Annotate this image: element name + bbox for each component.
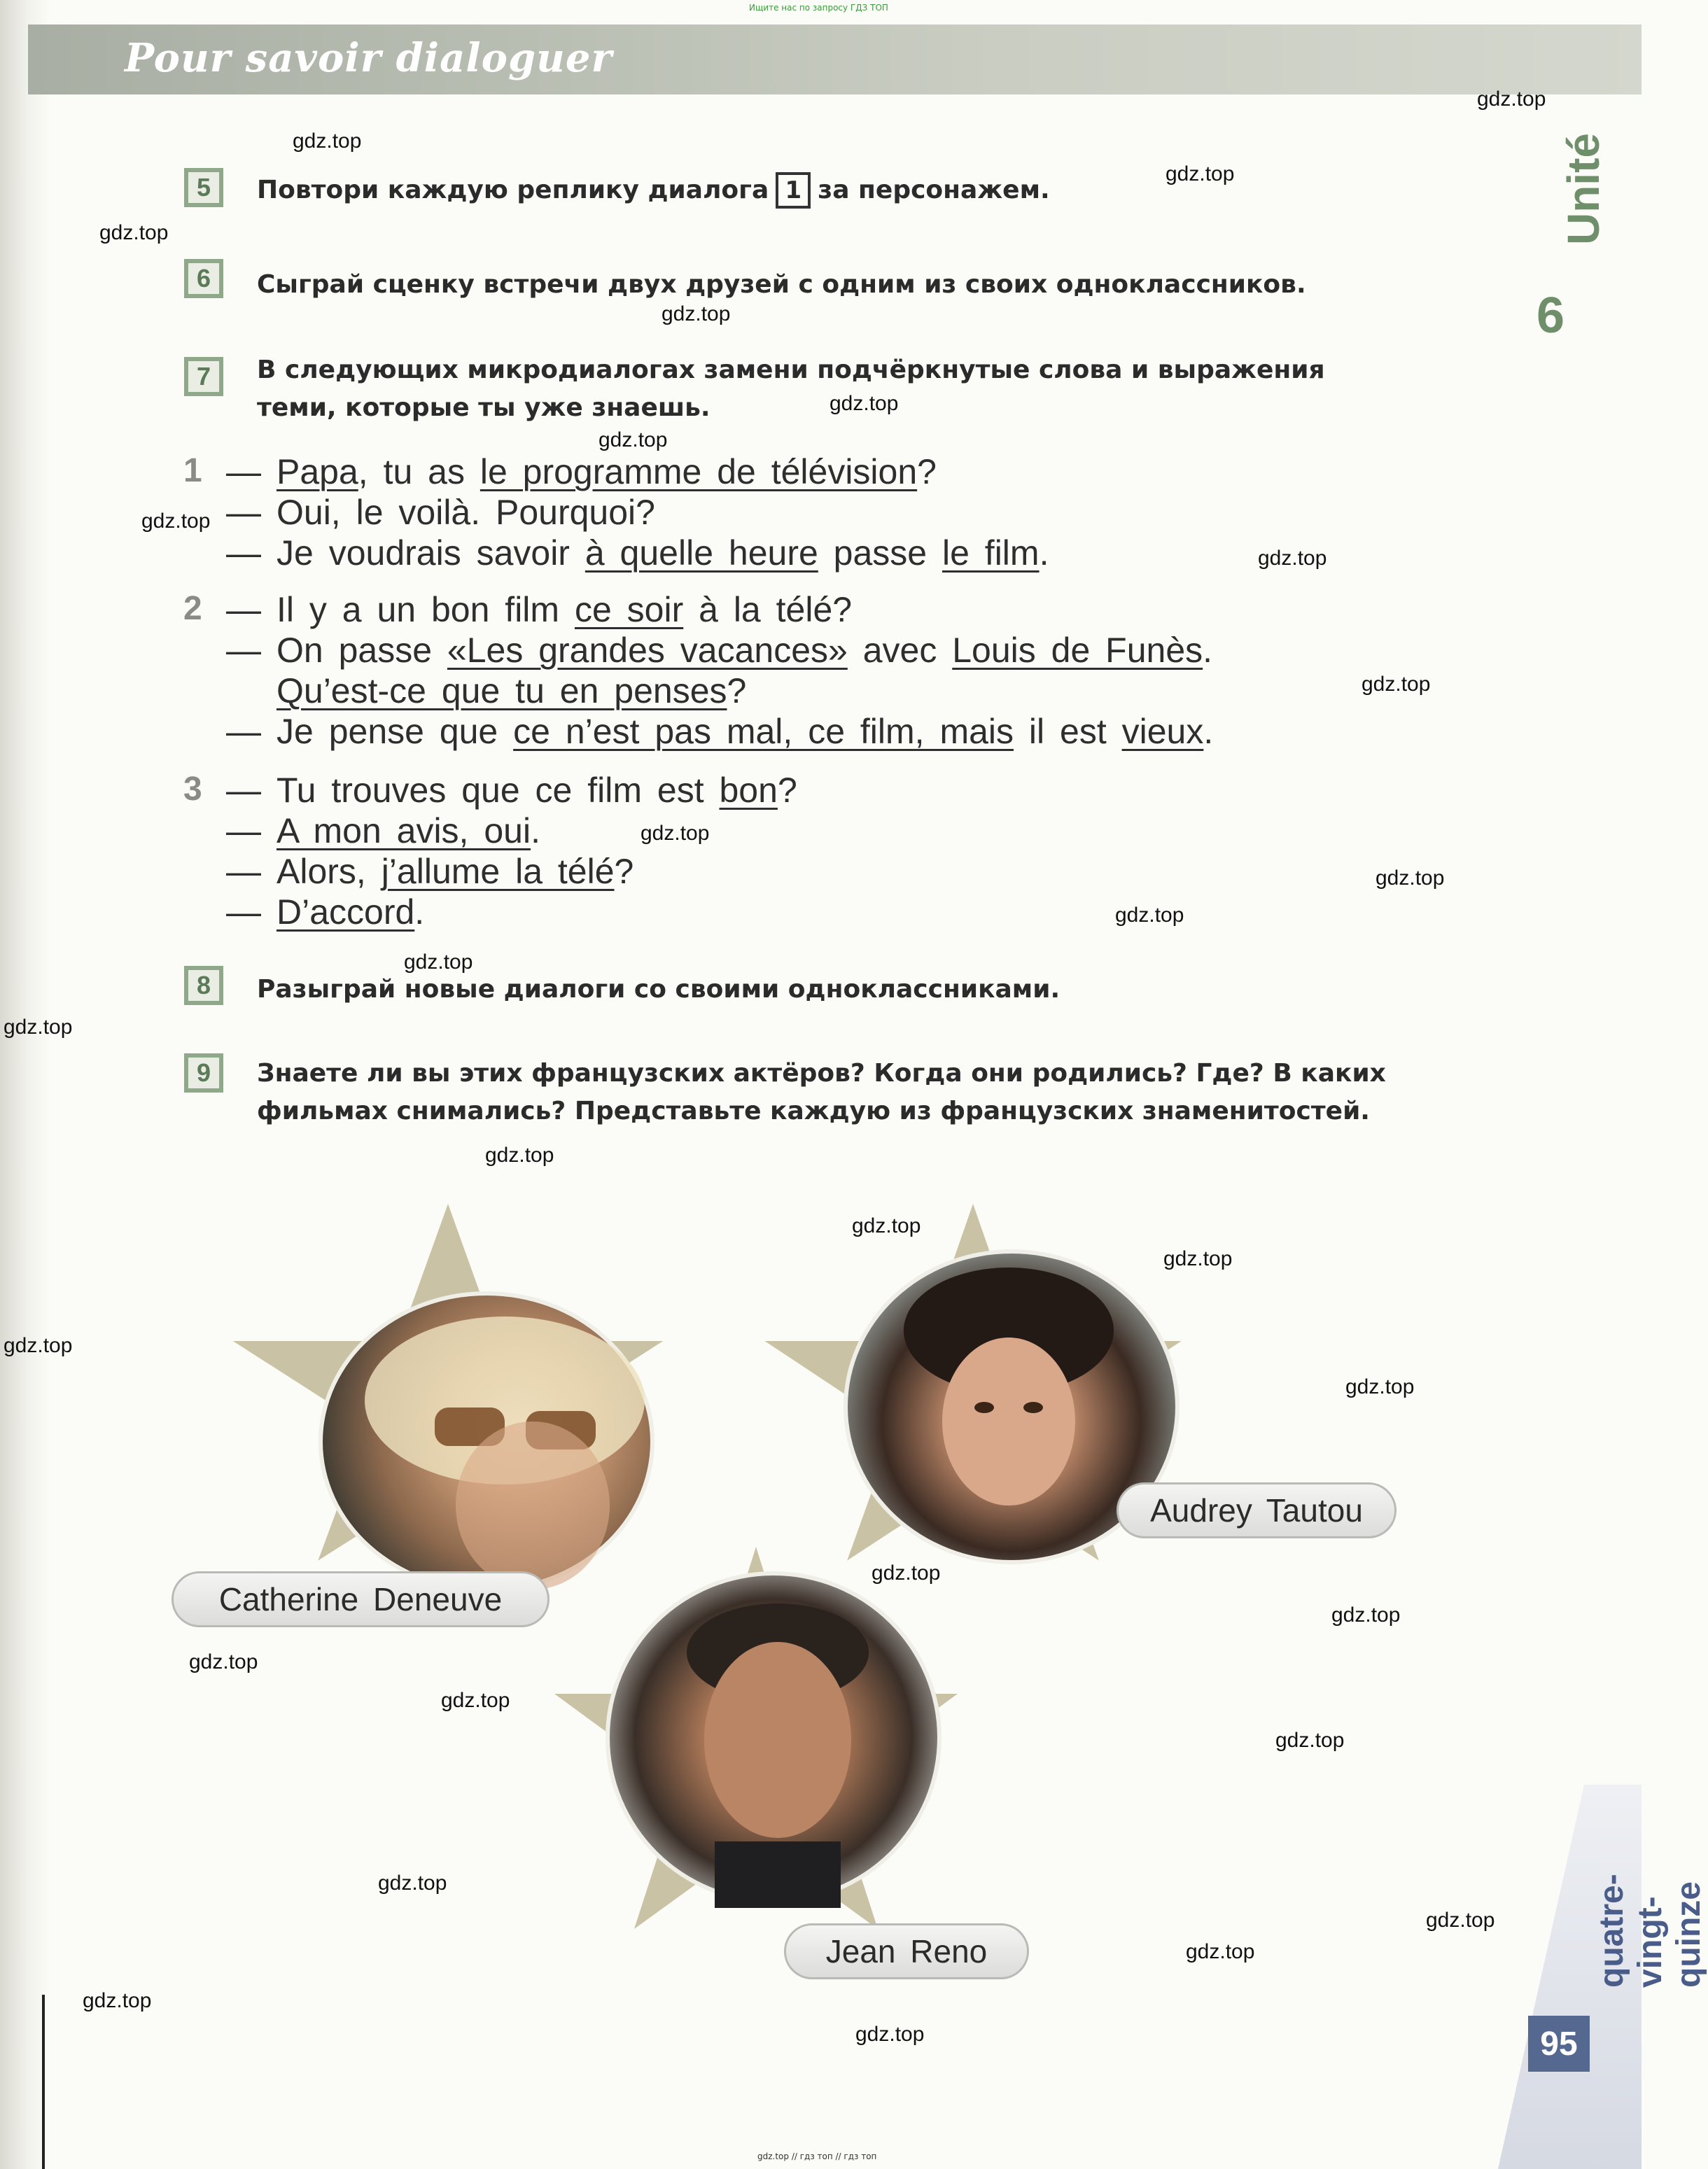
dialogue-2-line-2: On passe «Les grandes vacances» avec Louis de Funès.	[276, 631, 1213, 670]
task-number-9: 9	[184, 1053, 223, 1093]
dash: —	[226, 811, 261, 850]
underlined-phrase: j’allume la télé	[381, 852, 615, 891]
watermark: gdz.top	[83, 1989, 152, 2012]
actor-name-label: Audrey Tautou	[1116, 1482, 1396, 1538]
actor-name-label: Catherine Deneuve	[172, 1571, 550, 1627]
watermark: gdz.top	[1376, 866, 1445, 890]
watermark: gdz.top	[4, 1334, 73, 1357]
dialogue-1-line-2: Oui, le voilà. Pourquoi?	[276, 493, 655, 532]
watermark: gdz.top	[830, 392, 899, 415]
spine-edge	[42, 1995, 45, 2169]
unit-number: 6	[1536, 288, 1565, 344]
dialogue-2-line-1: Il y a un bon film ce soir à la télé?	[276, 590, 853, 629]
watermark: gdz.top	[485, 1144, 554, 1167]
dash: —	[226, 493, 261, 532]
dash: —	[226, 852, 261, 891]
watermark: gdz.top	[441, 1689, 510, 1712]
portrait-placeholder	[610, 1575, 946, 1908]
underlined-phrase: ce soir	[574, 590, 684, 629]
watermark: gdz.top	[378, 1872, 447, 1895]
dialogue-3-line-3: Alors, j’allume la télé?	[276, 852, 634, 891]
task-7-text: В следующих микродиалогах замени подчёркнутые слова и выражения теми, которые ты уже знаешь.	[257, 356, 1325, 422]
dialogue-1-line-3: Je voudrais savoir à quelle heure passe le film.	[276, 533, 1049, 573]
dialogue-3-line-4: D’accord.	[276, 892, 425, 932]
section-title: Pour savoir dialoguer	[125, 35, 612, 81]
dialogue-number-3: 3	[183, 771, 202, 808]
watermark: gdz.top	[1258, 547, 1327, 570]
task-6-text: Сыграй сценку встречи двух друзей с одним из своих одноклассников.	[257, 270, 1306, 299]
watermark: gdz.top	[852, 1214, 921, 1237]
book-spine-shadow	[0, 0, 49, 2169]
watermark: gdz.top	[1345, 1375, 1415, 1398]
dialogue-2-line-3: Qu’est-ce que tu en penses?	[276, 671, 747, 710]
underlined-phrase: à quelle heure	[584, 533, 818, 573]
unit-label: Unité	[1558, 133, 1609, 245]
dialogue-1-line-1: Papa, tu as le programme de télévision?	[276, 452, 937, 491]
task-5-after: за персонажем.	[818, 176, 1050, 204]
watermark: gdz.top	[1186, 1940, 1255, 1963]
watermark: gdz.top	[1166, 162, 1235, 185]
task-5-before: Повтори каждую реплику диалога	[257, 176, 769, 204]
dialogue-2-line-4: Je pense que ce n’est pas mal, ce film, mais il est vieux.	[276, 712, 1214, 751]
watermark: gdz.top	[855, 2023, 925, 2046]
watermark: gdz.top	[1477, 87, 1546, 111]
watermark: gdz.top	[1115, 904, 1184, 927]
dash: —	[226, 712, 261, 751]
watermark: gdz.top	[598, 428, 668, 451]
task-number-5: 5	[184, 168, 223, 207]
actor-name-label: Jean Reno	[784, 1923, 1029, 1979]
watermark: gdz.top	[1275, 1729, 1345, 1752]
underlined-phrase: le film	[942, 533, 1040, 573]
dialogue-number-1: 1	[183, 452, 202, 489]
catherine-deneuve-photo	[318, 1291, 654, 1592]
task-number-6: 6	[184, 259, 223, 298]
bottom-note: gdz.top // гдз топ // гдз топ	[757, 2152, 877, 2161]
watermark: gdz.top	[99, 221, 169, 244]
underlined-phrase: «Les grandes vacances»	[447, 631, 848, 670]
watermark: gdz.top	[1362, 673, 1431, 696]
page-number-words: quatre-vingt-quinze	[1593, 1874, 1707, 1988]
watermark: gdz.top	[662, 302, 731, 325]
dialogue-3-line-2: A mon avis, oui.	[276, 811, 540, 850]
underlined-phrase: bon	[719, 771, 778, 810]
watermark: gdz.top	[293, 129, 362, 153]
watermark: gdz.top	[189, 1650, 258, 1673]
dash: —	[226, 892, 261, 932]
underlined-phrase: Qu’est-ce que tu en penses	[276, 671, 727, 710]
underlined-phrase: Louis de Funès	[952, 631, 1203, 670]
dash: —	[226, 533, 261, 573]
portrait-placeholder	[323, 1296, 659, 1596]
task-number-8: 8	[184, 966, 223, 1005]
watermark: gdz.top	[1163, 1247, 1233, 1270]
watermark: gdz.top	[1331, 1603, 1401, 1627]
dialogue-3-line-1: Tu trouves que ce film est bon?	[276, 771, 797, 810]
dash: —	[226, 452, 261, 491]
watermark: gdz.top	[1426, 1909, 1495, 1932]
dash: —	[226, 590, 261, 629]
watermark: gdz.top	[872, 1561, 941, 1585]
dialogue-ref-box: 1	[776, 172, 811, 209]
underlined-phrase: ce n’est pas mal, ce film, mais	[513, 712, 1014, 751]
underlined-phrase: Papa	[276, 452, 358, 491]
underlined-phrase: vieux	[1121, 712, 1204, 751]
task-5-text	[257, 171, 1433, 209]
watermark: gdz.top	[4, 1016, 73, 1039]
underlined-phrase: le programme de télévision	[479, 452, 918, 491]
dialogue-number-2: 2	[183, 590, 202, 627]
underlined-phrase: D’accord	[276, 892, 415, 932]
jean-reno-photo	[606, 1571, 941, 1904]
task-number-7: 7	[184, 357, 223, 396]
underlined-phrase: A mon avis, oui	[276, 811, 531, 850]
dash: —	[226, 771, 261, 810]
watermark: gdz.top	[640, 822, 710, 845]
watermark: gdz.top	[141, 510, 211, 533]
task-9-text: Знаете ли вы этих французских актёров? Когда они родились? Где? В каких фильмах снимались? Представьте каждую из французских знаменитостей.	[257, 1059, 1386, 1125]
dash: —	[226, 631, 261, 670]
watermark: gdz.top	[404, 950, 473, 974]
page-number: 95	[1528, 2016, 1590, 2072]
top-note: Ищите нас по запросу ГДЗ ТОП	[749, 3, 888, 13]
task-8-text: Разыграй новые диалоги со своими одноклассниками.	[257, 975, 1060, 1004]
